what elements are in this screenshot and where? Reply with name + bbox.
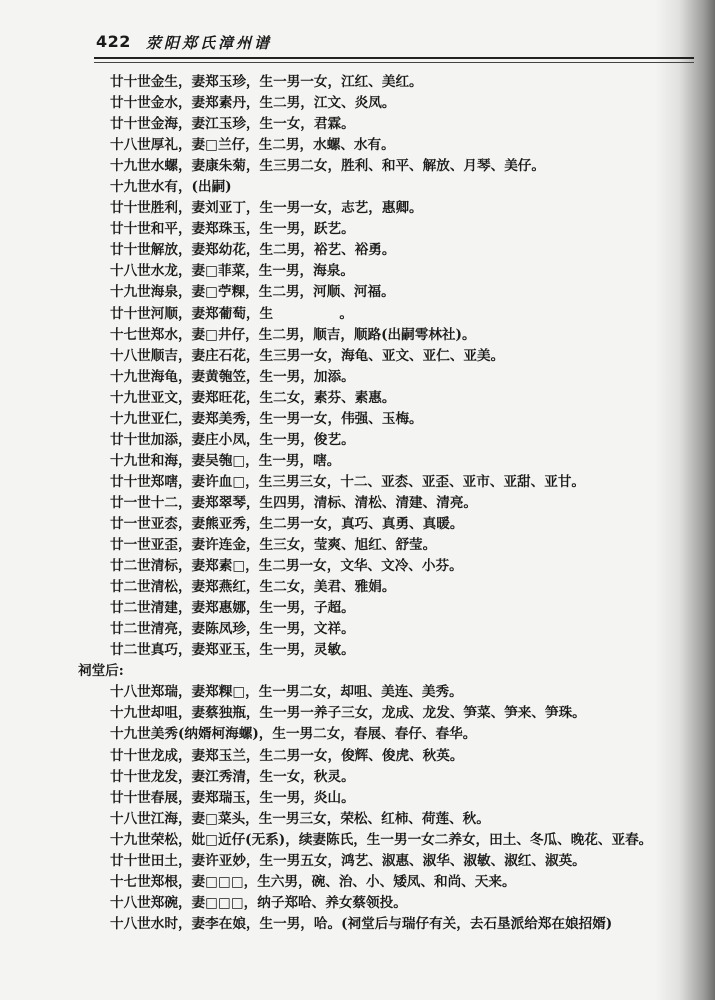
genealogy-entry: 廿二世清亮，妻陈凤珍，生一男，文祥。 bbox=[110, 621, 355, 638]
genealogy-entry: 廿十世金水，妻郑素丹，生二男，江文、炎凤。 bbox=[110, 95, 396, 112]
genealogy-entry: 十九世美秀(纳婿柯海螺)，生一男二女，春展、春仔、春华。 bbox=[110, 726, 477, 743]
genealogy-entry: 廿十世金海，妻江玉珍，生一女，君霖。 bbox=[110, 116, 355, 133]
genealogy-entry: 廿十世胜利，妻刘亚丁，生一男一女，志艺，惠卿。 bbox=[110, 200, 423, 217]
genealogy-entry: 廿二世清标，妻郑素□，生二男一女，文华、文冷、小芬。 bbox=[110, 558, 463, 575]
genealogy-entry: 廿二世清建，妻郑惠娜，生一男，子超。 bbox=[110, 600, 355, 617]
genealogy-entry: 十八世郑碗，妻□□□，纳子郑哈、养女蔡领投。 bbox=[110, 894, 407, 911]
genealogy-entry: 廿二世真巧，妻郑亚玉，生一男，灵敏。 bbox=[110, 642, 355, 659]
genealogy-entry: 廿十世春展，妻郑瑞玉，生一男，炎山。 bbox=[110, 789, 355, 806]
genealogy-entry: 廿十世解放，妻郑幼花，生二男，裕艺、裕勇。 bbox=[110, 242, 396, 259]
header-rule-thin bbox=[94, 62, 694, 63]
genealogy-entry: 十七世郑根，妻□□□，生六男，碗、治、小、矮凤、和尚、天来。 bbox=[110, 873, 516, 890]
genealogy-entry: 廿十世田土，妻许亚妙，生一男五女，鸿艺、淑惠、淑华、淑敏、淑红、淑英。 bbox=[110, 852, 586, 869]
genealogy-entry: 廿一世亚歪，妻许连金，生三女，莹爽、旭红、舒莹。 bbox=[110, 537, 437, 554]
genealogy-entry: 十九世和海，妻吴匏□，生一男，嗐。 bbox=[110, 452, 341, 469]
page-header bbox=[96, 28, 686, 58]
genealogy-entry: 廿十世龙发，妻江秀清，生一女，秋灵。 bbox=[110, 768, 355, 785]
genealogy-entry: 廿一世亚枩，妻熊亚秀，生二男一女，真巧、真勇、真暖。 bbox=[110, 515, 464, 532]
genealogy-entry: 廿十世和平，妻郑珠玉，生一男，跃艺。 bbox=[110, 221, 355, 238]
genealogy-entry: 廿十世龙成，妻郑玉兰，生二男一女，俊辉、俊虎、秋英。 bbox=[110, 747, 464, 764]
genealogy-entry: 廿十世河顺，妻郑葡萄，生 。 bbox=[110, 305, 353, 322]
genealogy-entry: 廿一世十二，妻郑翠琴，生四男，清标、清松、清建、清亮。 bbox=[110, 494, 478, 511]
running-title: 荥阳郑氏漳州谱 bbox=[146, 34, 273, 52]
genealogy-entry: 十九世水有，(出嗣) bbox=[110, 179, 232, 196]
genealogy-entry: 十八世厚礼，妻□兰仔，生二男，水螺、水有。 bbox=[110, 137, 395, 154]
genealogy-entry: 廿十世郑嗐，妻许血□，生三男三女，十二、亚枩、亚歪、亚市、亚甜、亚甘。 bbox=[110, 473, 586, 490]
page-number: 422 bbox=[96, 32, 131, 51]
genealogy-entry: 十九世水螺，妻康朱菊，生三男二女，胜利、和平、解放、月琴、美仔。 bbox=[110, 158, 545, 175]
genealogy-entry: 十九世海龟，妻黄匏笠，生一男，加添。 bbox=[110, 368, 355, 385]
genealogy-entry: 十八世顺吉，妻庄石花，生三男一女，海龟、亚文、亚仁、亚美。 bbox=[110, 347, 505, 364]
genealogy-entry: 廿十世金生，妻郑玉珍，生一男一女，江红、美红。 bbox=[110, 74, 423, 90]
genealogy-entry: 十八世水龙，妻□菲菜，生一男，海泉。 bbox=[110, 263, 354, 280]
genealogy-entry: 十九世亚文，妻郑旺花，生二女，素芬、素惠。 bbox=[110, 389, 396, 406]
genealogy-entry: 廿二世清松，妻郑燕红，生二女，美君、雅娟。 bbox=[110, 579, 396, 596]
genealogy-entry: 十九世海泉，妻□苧粿，生二男，河顺、河福。 bbox=[110, 284, 395, 301]
genealogy-entry: 廿十世加添，妻庄小凤，生一男，俊艺。 bbox=[110, 431, 355, 448]
genealogy-entry: 十八世郑瑞，妻郑粿□，生一男二女，却咀、美连、美秀。 bbox=[110, 684, 463, 701]
genealogy-entry: 十八世江海，妻□菜头，生一男三女，荣松、红柿、荷莲、秋。 bbox=[110, 810, 490, 827]
genealogy-entry: 十八世水时，妻李在娘，生一男，哈。(祠堂后与瑞仔有关，去石垦派给郑在娘招婿) bbox=[110, 915, 613, 932]
genealogy-entry: 十九世荣松，妣□近仔(无系)，续妻陈氏，生一男一女二养女，田土、冬瓜、晚花、亚春。 bbox=[110, 831, 653, 848]
genealogy-entry: 十九世却咀，妻蔡独瓶，生一男一养子三女，龙成、龙发、笋菜、笋来、笋珠。 bbox=[110, 705, 586, 722]
genealogy-text bbox=[78, 72, 678, 935]
section-heading: 祠堂后: bbox=[78, 663, 124, 680]
genealogy-entry: 十七世郑水，妻□井仔，生二男，顺吉，顺路(出嗣雩林社)。 bbox=[110, 326, 476, 343]
header-rule-thick bbox=[94, 57, 694, 59]
genealogy-entry: 十九世亚仁，妻郑美秀，生一男一女，伟强、玉梅。 bbox=[110, 410, 423, 427]
